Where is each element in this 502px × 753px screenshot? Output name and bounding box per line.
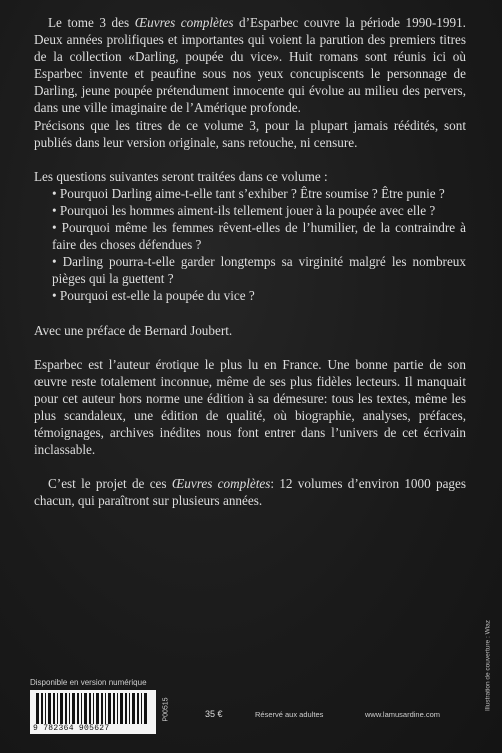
cover-credit: Illustration de couverture : Wiaz xyxy=(484,619,492,712)
questions-list xyxy=(34,185,466,305)
paragraph-precision: Précisons que les titres de ce volume 3, pour la plupart jamais réédités, sont publiés dans leur version originale, sans retouche, ni censure. xyxy=(34,117,466,150)
question-item: • Pourquoi les hommes aiment-ils tellement jouer à la poupée avec elle ? xyxy=(52,202,436,218)
isbn-barcode xyxy=(30,690,156,734)
paragraph-intro: Le tome 3 des Œuvres complètes d’Esparbec couvre la période 1990-1991. Deux années prolifiques et importantes qui voient la parution des premiers titres de la collection «Darling, poupée du vice». Huit romans sont réunis ici où Esparbec invente et peaufine sous nos yeux concupiscents le personnage de Darling, jeune poupée prétendument innocente qui évolue au milieu des pervers, dans une ville imaginaire de l’Amérique profonde. xyxy=(34,15,466,116)
title-italic: Œuvres complètes xyxy=(171,476,271,492)
preface-line: Avec une préface de Bernard Joubert. xyxy=(34,322,233,338)
blurb-text xyxy=(34,14,466,509)
question-item: • Pourquoi Darling aime-t-elle tant s’exhiber ? Être soumise ? Être punie ? xyxy=(52,185,445,201)
product-code: P00515 xyxy=(162,697,170,722)
barcode-bars xyxy=(36,693,150,724)
adults-notice: Réservé aux adultes xyxy=(255,710,324,719)
isbn-digits: 9 782364 905627 xyxy=(33,724,110,733)
title-italic: Œuvres complètes xyxy=(134,15,234,30)
questions-intro: Les questions suivantes seront traitées dans ce volume : xyxy=(34,168,328,184)
question-item: • Darling pourra-t-elle garder longtemps sa virginité malgré les nombreux pièges qui la guettent ? xyxy=(52,254,466,287)
question-item: • Pourquoi même les femmes rêvent-elles de l’humilier, de la contraindre à faire des choses défendues ? xyxy=(52,220,466,253)
digital-availability: Disponible en version numérique xyxy=(30,678,147,687)
paragraph-author: Esparbec est l’auteur érotique le plus lu en France. Une bonne partie de son œuvre reste totalement inconnue, même de ses plus fidèles lecteurs. Il manquait pour cet auteur hors norme une édition à sa démesure: tous les textes, même les plus scandaleux, une édition de qualité, où biographie, analyses, préfaces, témoignages, archives inédites nous font entrer dans l’univers de cet écrivain inclassable. xyxy=(34,356,466,458)
paragraph-project: C’est le projet de ces Œuvres complètes: 12 volumes d’environ 1000 pages chacun, qui paraîtront sur plusieurs années. xyxy=(34,476,466,509)
publisher-website: www.lamusardine.com xyxy=(365,710,441,719)
question-item: • Pourquoi est-elle la poupée du vice ? xyxy=(52,288,255,304)
price: 35 € xyxy=(205,709,223,719)
